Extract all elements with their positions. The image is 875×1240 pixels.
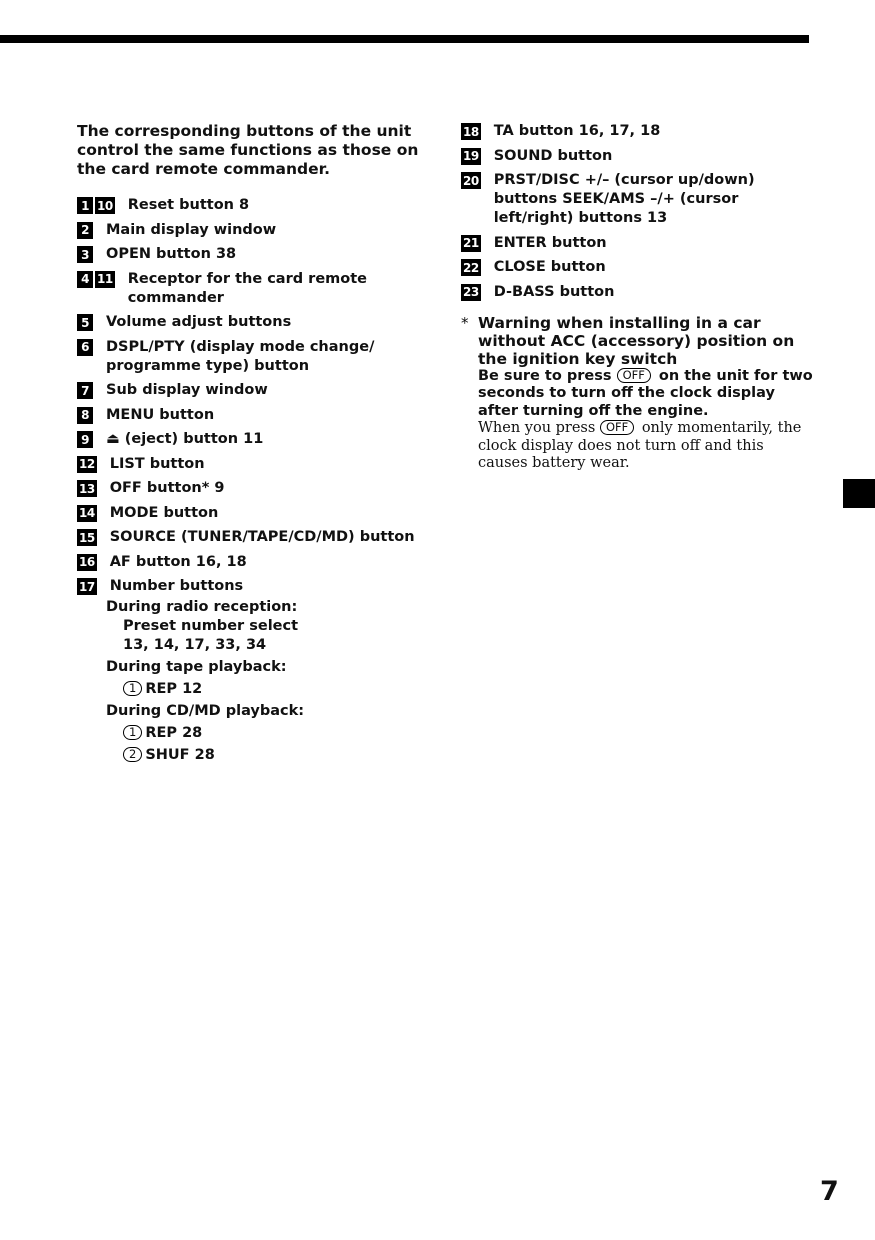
list-item (77, 430, 422, 449)
key-1-icon: 1 (123, 725, 142, 740)
list-item (461, 234, 816, 253)
item-label: SOURCE (TUNER/TAPE/CD/MD) button (109, 529, 415, 545)
item-label: SOUND button (493, 147, 613, 164)
section-tab (843, 479, 875, 508)
list-item (77, 221, 422, 240)
list-item (77, 270, 422, 308)
right-column (461, 122, 816, 473)
callout-number: 4 (77, 271, 93, 288)
off-key-icon: OFF (600, 420, 634, 435)
list-item (77, 504, 422, 523)
callout-number: 13 (79, 481, 95, 496)
tape-label: REP 12 (145, 681, 203, 697)
item-label: CLOSE button (493, 259, 606, 275)
tape-heading: During tape playback: (106, 659, 287, 675)
callout-number: 17 (79, 579, 95, 594)
list-item (77, 455, 422, 474)
item-label: LIST button (109, 455, 205, 472)
callout-number: 1 (77, 197, 93, 214)
warning-instruction: Be sure to press OFF on the unit for two seconds to turn off the clock display after turning off the engine. (478, 367, 813, 419)
callout-number: 8 (77, 407, 93, 424)
asterisk: * (461, 313, 469, 332)
item-label: Main display window (106, 221, 277, 238)
item-label: OFF button* 9 (109, 480, 225, 496)
callout-number: 3 (77, 246, 93, 263)
cdmd-line (123, 746, 422, 765)
list-item (77, 406, 422, 425)
list-item (77, 479, 422, 498)
callout-number: 22 (463, 260, 479, 275)
item-label: ⏏ (eject) button 11 (106, 431, 264, 447)
item-label: Sub display window (106, 382, 268, 398)
cdmd-line (123, 724, 422, 743)
list-item (461, 147, 816, 166)
item-label: DSPL/PTY (display mode change/ programme type) button (106, 338, 375, 374)
cdmd-label: REP 28 (145, 725, 203, 741)
callout-number: 14 (79, 506, 95, 520)
item-label: AF button 16, 18 (109, 553, 247, 570)
item-label: Reset button 8 (127, 197, 250, 213)
callout-number: 2 (77, 222, 93, 239)
item-label: ENTER button (493, 234, 607, 251)
callout-number: 6 (77, 339, 93, 356)
radio-heading: During radio reception: (106, 599, 298, 615)
item-label: Volume adjust buttons (106, 314, 292, 330)
callout-number: 5 (77, 314, 93, 331)
left-column (77, 122, 422, 765)
item-label: D-BASS button (493, 283, 615, 300)
key-2-icon: 2 (123, 747, 142, 762)
warning-explanation: When you press OFF only momentarily, the clock display does not turn off and this causes battery wear. (478, 420, 802, 471)
callout-number: 19 (463, 149, 479, 163)
list-item (461, 258, 816, 277)
list-item (77, 313, 422, 332)
callout-number: 10 (97, 198, 113, 213)
cdmd-heading: During CD/MD playback: (106, 703, 305, 719)
callout-number: 16 (79, 555, 95, 569)
item-label: Receptor for the card remote commander (127, 270, 367, 306)
key-1-icon: 1 (123, 681, 142, 696)
callout-number: 23 (463, 285, 479, 299)
page-number: 7 (820, 1176, 839, 1207)
item-label: Number buttons (109, 578, 244, 594)
list-item (461, 171, 816, 228)
cdmd-label: SHUF 28 (145, 747, 215, 763)
callout-number: 18 (463, 124, 479, 139)
callout-number: 20 (463, 173, 479, 188)
callout-number: 21 (463, 236, 479, 250)
radio-pages: 13, 14, 17, 33, 34 (123, 637, 267, 653)
callout-number: 9 (77, 431, 93, 448)
list-item (77, 245, 422, 264)
tape-line (123, 680, 422, 699)
callout-number: 12 (79, 457, 95, 471)
item-label: MENU button (106, 406, 215, 423)
list-item (77, 577, 422, 596)
warning-note (461, 314, 816, 473)
radio-line: Preset number select (123, 618, 299, 634)
list-item (77, 528, 422, 547)
list-item (77, 381, 422, 400)
intro-text: The corresponding buttons of the unit control the same functions as those on the card remote commander. (77, 122, 419, 178)
callout-number: 11 (97, 272, 113, 286)
list-item (77, 196, 422, 215)
callout-number: 15 (79, 530, 95, 545)
callout-number: 7 (77, 382, 93, 399)
item-label: OPEN button 38 (106, 246, 237, 262)
item-label: TA button 16, 17, 18 (493, 123, 661, 139)
list-item (461, 122, 816, 141)
item-label: PRST/DISC +/– (cursor up/down) buttons SEEK/AMS –/+ (cursor left/right) buttons 13 (493, 172, 755, 226)
top-rule (0, 35, 809, 43)
off-key-icon: OFF (617, 368, 651, 383)
list-item (77, 553, 422, 572)
list-item (461, 283, 816, 302)
warning-title: Warning when installing in a car without ACC (accessory) position on the ignition key switch (478, 313, 795, 368)
list-item (77, 338, 422, 376)
item-label: MODE button (109, 504, 219, 521)
